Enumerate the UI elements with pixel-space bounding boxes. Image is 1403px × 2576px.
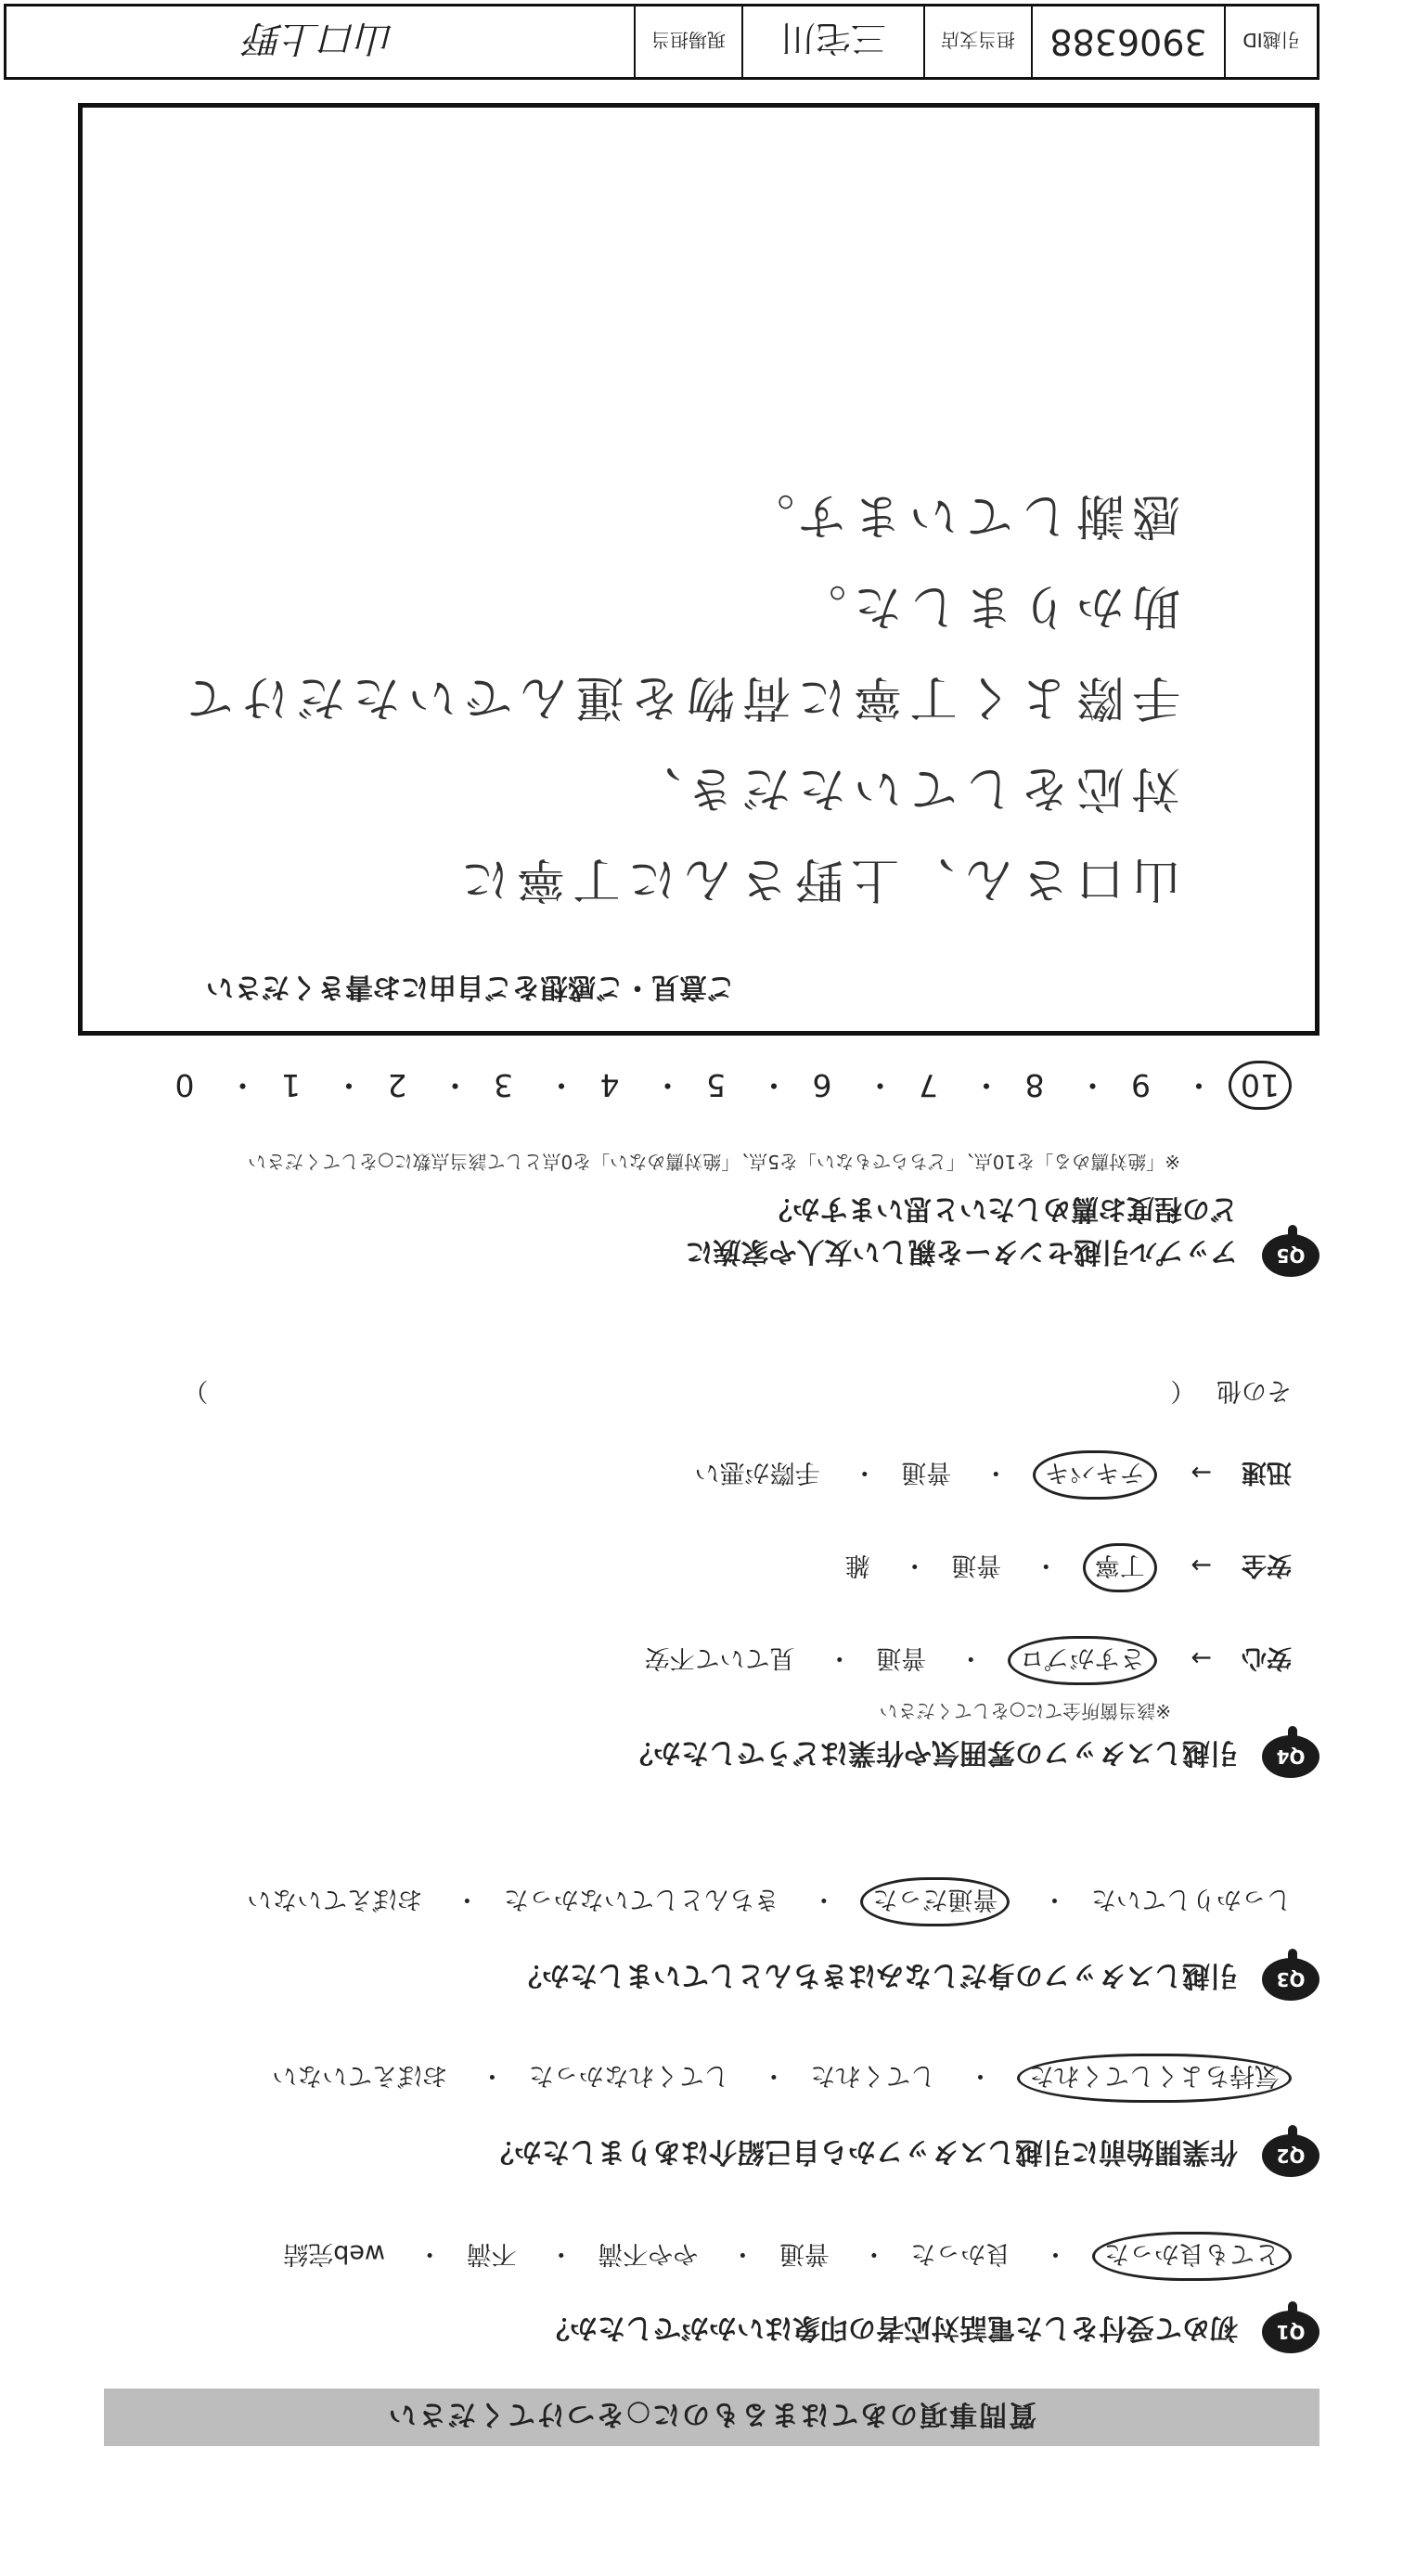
site-leader-label: 現場担当 xyxy=(634,6,741,77)
q2-option-selected[interactable]: 気持ちよくしてくれた xyxy=(1017,2054,1292,2103)
q4-row-label: 安全 xyxy=(1242,1551,1292,1579)
q1-option[interactable]: 不満 xyxy=(466,2239,517,2268)
q3-text: 引越しスタッフの身だしなみはきちんとしていましたか？ xyxy=(514,1959,1238,1991)
q4-text: 引越しスタッフの雰囲気や作業はどうでしたか？ xyxy=(625,1736,1238,1769)
q4-badge: Q4 xyxy=(1262,1735,1319,1778)
scale-option[interactable]: 1 xyxy=(281,1067,301,1103)
comment-line: 手際よく丁寧に荷物を運んでいただけて xyxy=(177,669,1180,725)
footer-info-table xyxy=(4,4,1319,80)
scale-option[interactable]: 9 xyxy=(1131,1067,1151,1103)
scale-option[interactable]: 0 xyxy=(174,1067,195,1103)
q3-option[interactable]: きちんとしていなかった xyxy=(503,1885,779,1913)
scale-option[interactable]: 2 xyxy=(387,1067,407,1103)
q1-badge: Q1 xyxy=(1262,2311,1319,2353)
scale-option[interactable]: 8 xyxy=(1024,1067,1045,1103)
q4-row-label: 安心 xyxy=(1242,1643,1292,1672)
move-id-value: 3906388 xyxy=(1031,6,1224,77)
site-leader-signature: 山口上野 xyxy=(246,17,394,60)
q1-option[interactable]: 良かった xyxy=(910,2239,1011,2268)
move-id-label: 引越ID xyxy=(1224,6,1317,77)
q3-option-selected[interactable]: 普通だった xyxy=(860,1877,1010,1926)
q2-option[interactable]: おぼえていない xyxy=(272,2061,448,2090)
q2-option[interactable]: してくれなかった xyxy=(528,2061,729,2090)
scale-option[interactable]: 4 xyxy=(599,1067,620,1103)
q1-text: 初めて受付をした電話対応者の印象はいかがでしたか？ xyxy=(542,2312,1238,2344)
comment-line: 助かりました。 xyxy=(790,578,1180,634)
q3-option[interactable]: しっかりしていた xyxy=(1091,1885,1292,1913)
comment-line: 感謝しています。 xyxy=(739,487,1180,543)
q4-other-label: その他 xyxy=(1216,1376,1292,1405)
arrow-icon: → xyxy=(1191,1458,1212,1487)
q4-other-open: （ xyxy=(1170,1376,1196,1405)
q4-row-anshin: 安心→ さすがプロ・ 普通・ 見ていて不安 xyxy=(645,1636,1292,1685)
scale-option[interactable]: 3 xyxy=(494,1067,513,1103)
branch-value: 三宅川 xyxy=(741,6,923,77)
q5-note: ※「絶対薦める」を10点、「どちらでもない」を5点、「絶対薦めない」を0点として該当点数に○をしてください xyxy=(248,1151,1180,1173)
q4-other-close: ） xyxy=(183,1376,209,1405)
q2-text: 作業開始前に引越しスタッフから自己紹介はありましたか？ xyxy=(486,2135,1238,2168)
q4-row-anzen: 安全→ 丁寧・ 普通・ 雑 xyxy=(845,1543,1292,1592)
q4-row-jinsoku: 迅速→ テキパキ・ 普通・ 手際が悪い xyxy=(695,1450,1292,1500)
q4-option[interactable]: 普通 xyxy=(901,1458,952,1487)
q3-badge: Q3 xyxy=(1262,1958,1319,2001)
q4-option[interactable]: 普通 xyxy=(951,1551,1002,1579)
scale-option[interactable]: 6 xyxy=(812,1067,832,1103)
q2-option[interactable]: してくれた xyxy=(810,2061,936,2090)
q2-badge: Q2 xyxy=(1262,2134,1319,2177)
scale-option[interactable]: 5 xyxy=(706,1067,726,1103)
branch-label: 担当支店 xyxy=(923,6,1031,77)
q4-option[interactable]: 手際が悪い xyxy=(694,1458,820,1487)
q1-option[interactable]: web完結 xyxy=(283,2239,386,2268)
q5-scale: 10・ 9・ 8・ 7・ 6・ 5・ 4・ 3・ 2・ 1・ 0 xyxy=(166,1061,1292,1110)
scale-option[interactable]: 7 xyxy=(919,1067,938,1103)
q2-options: 気持ちよくしてくれた・ してくれた・ してくれなかった・ おぼえていない xyxy=(272,2054,1292,2103)
q1-options: とても良かった・ 良かった・ 普通・ やや不満・ 不満・ web完結 xyxy=(283,2232,1292,2281)
q4-option-selected[interactable]: テキパキ xyxy=(1033,1450,1157,1500)
handwritten-comment xyxy=(178,470,1180,924)
q4-row-label: 迅速 xyxy=(1242,1458,1292,1487)
comments-title: ご意見・ご感想をご自由にお書きください xyxy=(206,971,735,1003)
q3-option[interactable]: おぼえていない xyxy=(247,1885,423,1913)
arrow-icon: → xyxy=(1191,1643,1212,1672)
q1-option[interactable]: やや不満 xyxy=(598,2239,699,2268)
comment-line: 対応をしていただき、 xyxy=(625,760,1180,816)
scale-option-selected[interactable]: 10 xyxy=(1229,1061,1292,1110)
q4-option-selected[interactable]: さすがプロ xyxy=(1008,1636,1157,1685)
q3-options: しっかりしていた・ 普通だった・ きちんとしていなかった・ おぼえていない xyxy=(247,1877,1292,1926)
q4-other xyxy=(150,1375,1292,1411)
instructions-text: 質問事項のあてはまるものに○をつけてください xyxy=(386,2398,1037,2430)
comment-line: 山口さん、上野さんに丁寧に xyxy=(453,851,1180,907)
q1-option[interactable]: 普通 xyxy=(779,2239,830,2268)
q5-badge: Q5 xyxy=(1262,1234,1319,1277)
q4-option[interactable]: 見ていて不安 xyxy=(644,1643,795,1672)
q4-option[interactable]: 普通 xyxy=(876,1643,927,1672)
q1-option-selected[interactable]: とても良かった xyxy=(1092,2232,1292,2281)
q4-option-selected[interactable]: 丁寧 xyxy=(1083,1543,1157,1592)
q5-text-line1: アップル引越センターを親しい友人や家族に xyxy=(685,1235,1238,1268)
q4-note: ※該当箇所全てに○をしてください xyxy=(879,1700,1171,1722)
q5-text-line2: どの程度お薦めしたいと思いますか？ xyxy=(765,1192,1238,1225)
instructions-banner xyxy=(104,2389,1319,2446)
q4-option[interactable]: 雑 xyxy=(844,1551,870,1579)
arrow-icon: → xyxy=(1191,1551,1212,1579)
